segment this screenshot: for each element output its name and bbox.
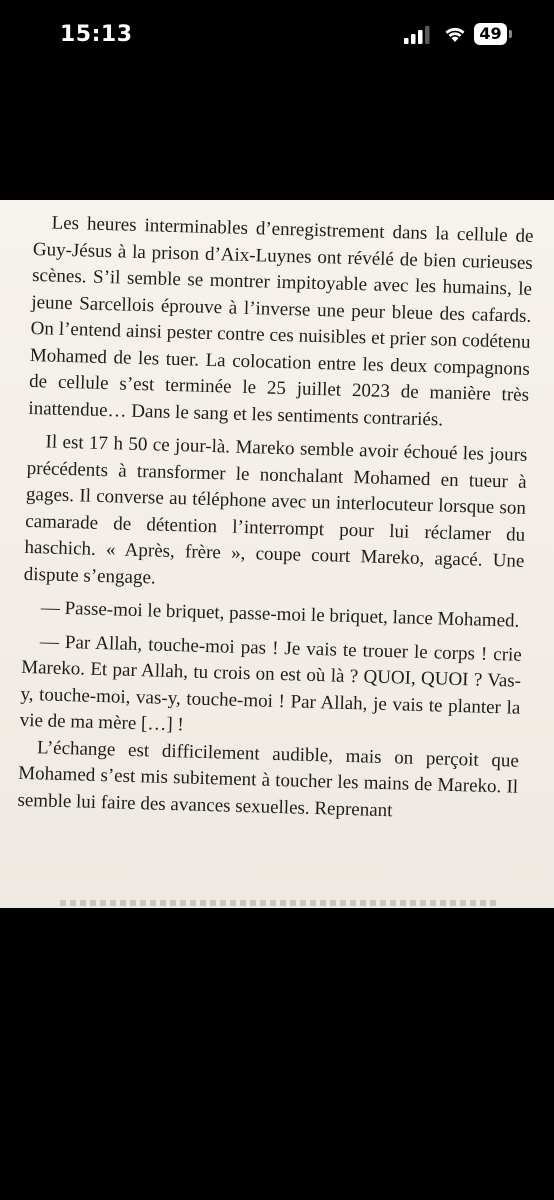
status-bar xyxy=(0,0,554,80)
book-text xyxy=(17,210,534,828)
paragraph-4: — Par Allah, touche-moi pas ! Je vais te trouer le corps ! crie Mareko. Et par Allah, tu crois on est où là ? QUOI, QUOI ? Vas-y, touche-moi, vas-y, touche-moi ! Par Allah, je vais te planter la vie de ma mère […] ! xyxy=(19,630,523,736)
battery-level: 49 xyxy=(474,23,507,45)
status-time: 15:13 xyxy=(60,22,133,47)
battery-icon xyxy=(474,23,512,45)
cut-off-next-line xyxy=(60,900,500,906)
cellular-signal-icon xyxy=(404,26,430,44)
wifi-icon xyxy=(444,25,466,43)
battery-tip xyxy=(509,30,512,38)
paragraph-3: — Passe-moi le briquet, passe-moi le briquet, lance Mohamed. xyxy=(40,597,520,632)
paragraph-1: Les heures interminables d’enregistrement dans la cellule de Guy-Jésus à la prison d’Aix-Luynes ont révélé de bien curieuses scènes. S’il semble se montrer impitoyable avec les humains, le jeune Sarcellois éprouve à l’inverse une peur bleue des cafards. On l’entend ainsi pester contre ces nuisibles et prier son codétenu Mohamed de les tuer. La colocation entre les deux compagnons de cellule s’est terminée le 25 juillet 2023 de manière très inattendue… Dans le sang et les sentiments contrariés. xyxy=(28,212,534,430)
paragraph-2: Il est 17 h 50 ce jour-là. Mareko semble avoir échoué les jours précédents à transformer le nonchalant Mohamed en tueur à gages. Il converse au téléphone avec un interlocuteur lorsque son camarade de détention l’interrompt pour lui réclamer du haschich. « Après, frère », coupe court Mareko, agacé. Une dispute s’engage. xyxy=(23,431,528,589)
paragraph-5: L’échange est difficilement audible, mais on perçoit que Mohamed s’est mis subitement à toucher les mains de Mareko. Il semble lui faire des avances sexuelles. Reprenant xyxy=(17,736,520,821)
book-page-photo xyxy=(0,200,554,908)
